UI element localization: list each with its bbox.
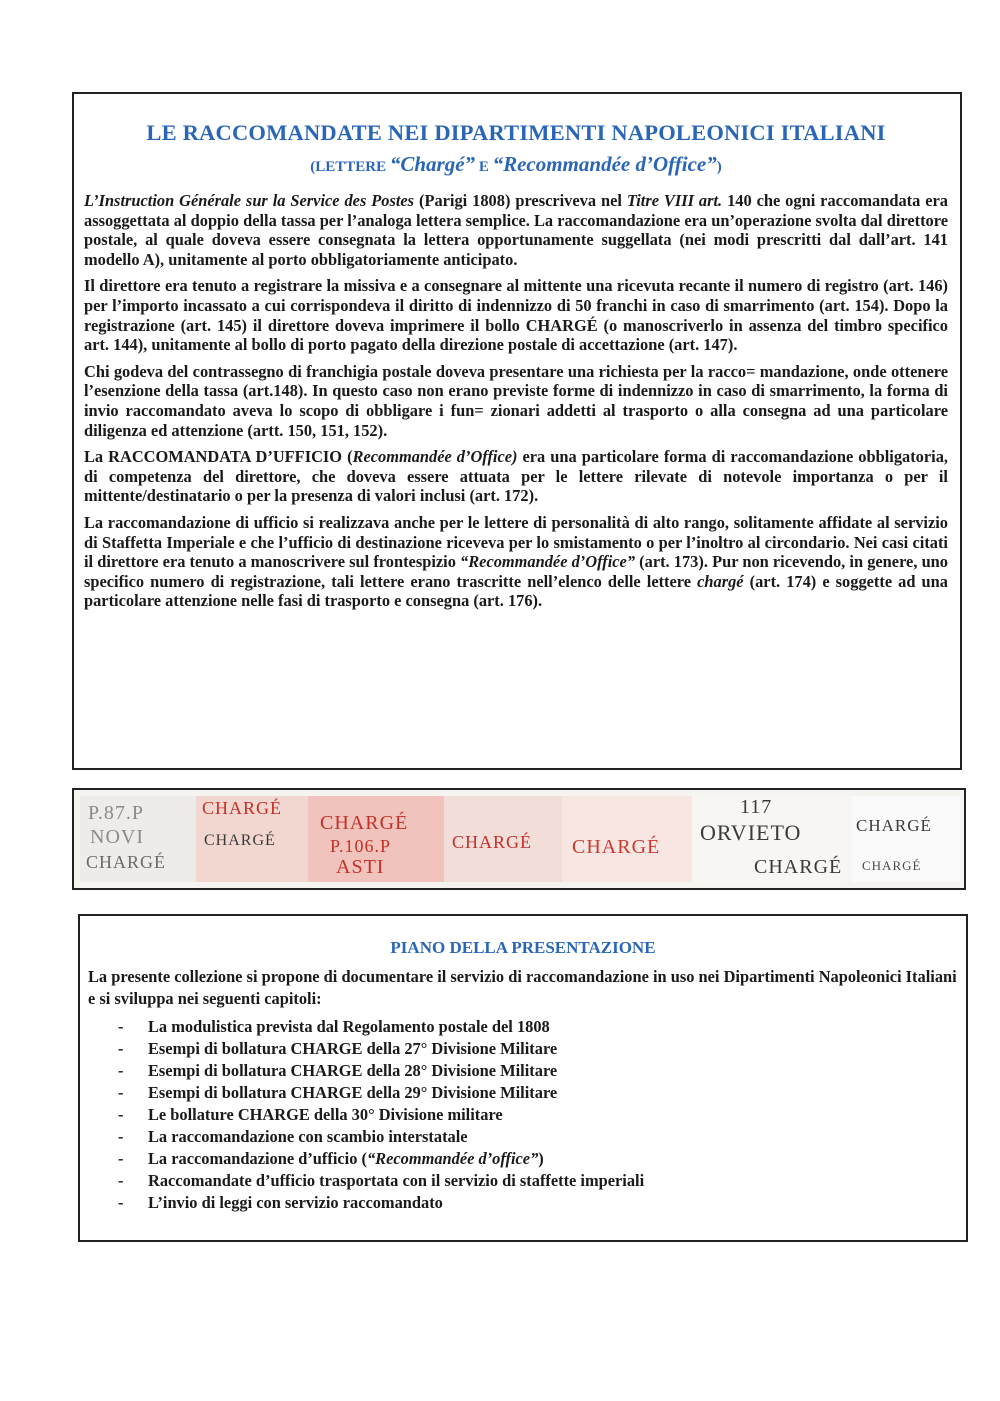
postmark-charge-4 — [444, 796, 562, 882]
list-item-text: La modulistica prevista dal Regolamento postale del 1808 — [148, 1017, 550, 1036]
p1-text-d: 140 che ogni raccomandata era assoggettata al doppio della tassa per l’analoga lettera semplice. La raccomandazione era un’operazione svolta dal direttore postale, al quale doveva essere consegnata la lettera opportunamente suggellata (nei modi prescritti dal dall’art. 141 modello A), unitamente al porto obbligatoriamente anticipato. — [84, 191, 948, 269]
list-item-italic: “Recommandée d’office” — [366, 1149, 539, 1168]
postmark-orvieto — [692, 796, 852, 882]
list-item-text: Raccomandate d’ufficio trasportata con il servizio di staffette imperiali — [148, 1171, 645, 1190]
p1-text-b: (Parigi 1808) prescriveva nel — [414, 191, 627, 210]
subtitle-recommandee: “Recommandée d’Office” — [492, 152, 717, 176]
postmark-charge-double — [196, 796, 308, 882]
subtitle-charge: “Chargé” — [389, 152, 476, 176]
postmark-novi-town: NOVI — [90, 826, 144, 848]
list-item — [118, 1192, 958, 1214]
list-dash: - — [118, 1017, 124, 1036]
p5-text-e: (art. 174) e soggette ad una particolare attenzione nelle fasi di trasporto e consegna (art. 176). — [84, 571, 948, 611]
list-item-text: Esempi di bollatura CHARGE della 29° Divisione Militare — [148, 1083, 558, 1102]
postmark-charge-red: CHARGÉ — [202, 798, 283, 818]
list-item — [118, 1082, 958, 1104]
list-item-text: La raccomandazione d’ufficio ( — [148, 1149, 367, 1168]
list-item — [118, 1126, 958, 1148]
p5-text-a: La raccomandazione di ufficio si realizzava anche per le lettere di personalità di alto rango, solitamente affidate al servizio di Staffetta Imperiale e che l’ufficio di destinazione riceveva per lo smistamento o per l’inoltro al circondario. Nei casi citati il direttore era tenuto a manoscrivere sul frontespizio — [84, 512, 948, 572]
p1-instruction-title: L’Instruction Générale sur la Service des Postes — [84, 191, 415, 210]
list-item-text-end: ) — [538, 1149, 544, 1168]
list-dash: - — [118, 1193, 124, 1212]
postmark-orvieto-number: 117 — [740, 796, 773, 818]
postmark-novi-number: P.87.P — [88, 802, 145, 824]
list-item — [118, 1104, 958, 1126]
postmark-asti-number: P.106.P — [330, 836, 392, 856]
postmark-novi — [80, 796, 202, 882]
list-item — [118, 1038, 958, 1060]
list-item — [118, 1148, 958, 1170]
postmark-orvieto-charge: CHARGÉ — [754, 856, 843, 878]
plan-title: PIANO DELLA PRESENTAZIONE — [390, 938, 656, 957]
postmark-charge-5-text: CHARGÉ — [572, 836, 661, 858]
postmark-charge-5 — [562, 796, 692, 882]
list-item-text: Esempi di bollatura CHARGE della 27° Divisione Militare — [148, 1039, 558, 1058]
p4-recommandee: Recommandée d’Office) — [352, 447, 518, 467]
list-item-text: La raccomandazione con scambio interstatale — [148, 1127, 468, 1146]
list-dash: - — [118, 1061, 124, 1080]
postmark-strip — [72, 788, 966, 890]
list-item-text: L’invio di leggi con servizio raccomandato — [148, 1193, 443, 1212]
postmark-charge-4-text: CHARGÉ — [452, 832, 533, 852]
paragraph-5 — [84, 513, 948, 611]
postmark-charge-7 — [852, 796, 960, 882]
list-item-text: Le bollature CHARGE della 30° Divisione militare — [148, 1105, 503, 1124]
paragraph-2: Il direttore era tenuto a registrare la missiva e a consegnare al mittente una ricevuta recante il numero di registro (art. 146) per l’importo incassato a cui corrispondeva il diritto di indennizzo di 50 franchi in caso di smarrimento (art. 154). Dopo la registrazione (art. 145) il direttore doveva imprimere il bollo CHARGÉ (o manoscriverlo in assenza del timbro specifico art. 144), unitamente al bollo di porto pagato della direzione postale di accettazione (art. 147). — [84, 276, 948, 355]
presentation-plan-box — [78, 914, 968, 1242]
paragraph-3: Chi godeva del contrassegno di franchigia postale doveva presentare una richiesta per la racco= mandazione, onde ottenere l’esenzione della tassa (art.148). In questo caso non erano previste forme di indennizzo in caso di smarrimento, la forma di invio raccomandato aveva lo scopo di obbligare i fun= zionari addetti al trasporto o alla consegna ad una particolare diligenza ed attenzione (artt. 150, 151, 152). — [84, 361, 948, 440]
paragraph-1 — [84, 191, 948, 269]
p5-text-c: (art. 173). Pur non ricevendo, in genere, uno specifico numero di registrazione, tali lettere erano trascritte nell’elenco delle lettere — [84, 552, 948, 591]
p4-text-c: era una particolare forma di raccomandazione obbligatoria, di competenza del direttore, che doveva essere attuata per le lettere rilevate di notevole importanza o per il mittente/destinatario o per la presenza di valori inclusi (art. 172). — [84, 447, 948, 506]
list-dash: - — [118, 1127, 124, 1146]
list-dash: - — [118, 1149, 124, 1168]
p4-text-a: La RACCOMANDATA D’UFFICIO ( — [84, 447, 353, 467]
paragraph-4 — [84, 447, 948, 506]
list-item-text: Esempi di bollatura CHARGE della 28° Divisione Militare — [148, 1061, 558, 1080]
list-dash: - — [118, 1105, 124, 1124]
postmark-charge-dark: CHARGÉ — [204, 832, 276, 849]
chapter-list — [88, 1016, 958, 1214]
postmark-charge-7-top: CHARGÉ — [856, 816, 932, 835]
subtitle-open: (LETTERE — [310, 159, 390, 175]
list-item — [118, 1016, 958, 1038]
p5-charge: chargé — [697, 571, 744, 591]
list-dash: - — [118, 1083, 124, 1102]
postmark-charge-7-bottom: CHARGÉ — [862, 858, 922, 873]
postmark-asti — [308, 796, 444, 882]
subtitle-close: ) — [716, 159, 722, 175]
p1-titre: Titre VIII art. — [626, 191, 723, 210]
postmark-asti-town: ASTI — [336, 856, 385, 878]
list-dash: - — [118, 1171, 124, 1190]
page-title: LE RACCOMANDATE NEI DIPARTIMENTI NAPOLEONICI ITALIANI — [146, 120, 886, 145]
list-dash: - — [118, 1039, 124, 1058]
list-item — [118, 1170, 958, 1192]
postmark-orvieto-town: ORVIETO — [700, 820, 802, 845]
list-item — [118, 1060, 958, 1082]
p5-recommandee: “Recommandée d’Office” — [460, 552, 636, 572]
plan-intro: La presente collezione si propone di documentare il servizio di raccomandazione in uso nei Dipartimenti Napoleonici Italiani e si sviluppa nei seguenti capitoli: — [88, 967, 957, 1008]
postmark-novi-charge: CHARGÉ — [86, 852, 167, 872]
introduction-box — [72, 92, 962, 770]
subtitle-and: E — [475, 159, 493, 175]
postmark-asti-charge: CHARGÉ — [320, 812, 409, 834]
page-subtitle — [84, 152, 948, 177]
